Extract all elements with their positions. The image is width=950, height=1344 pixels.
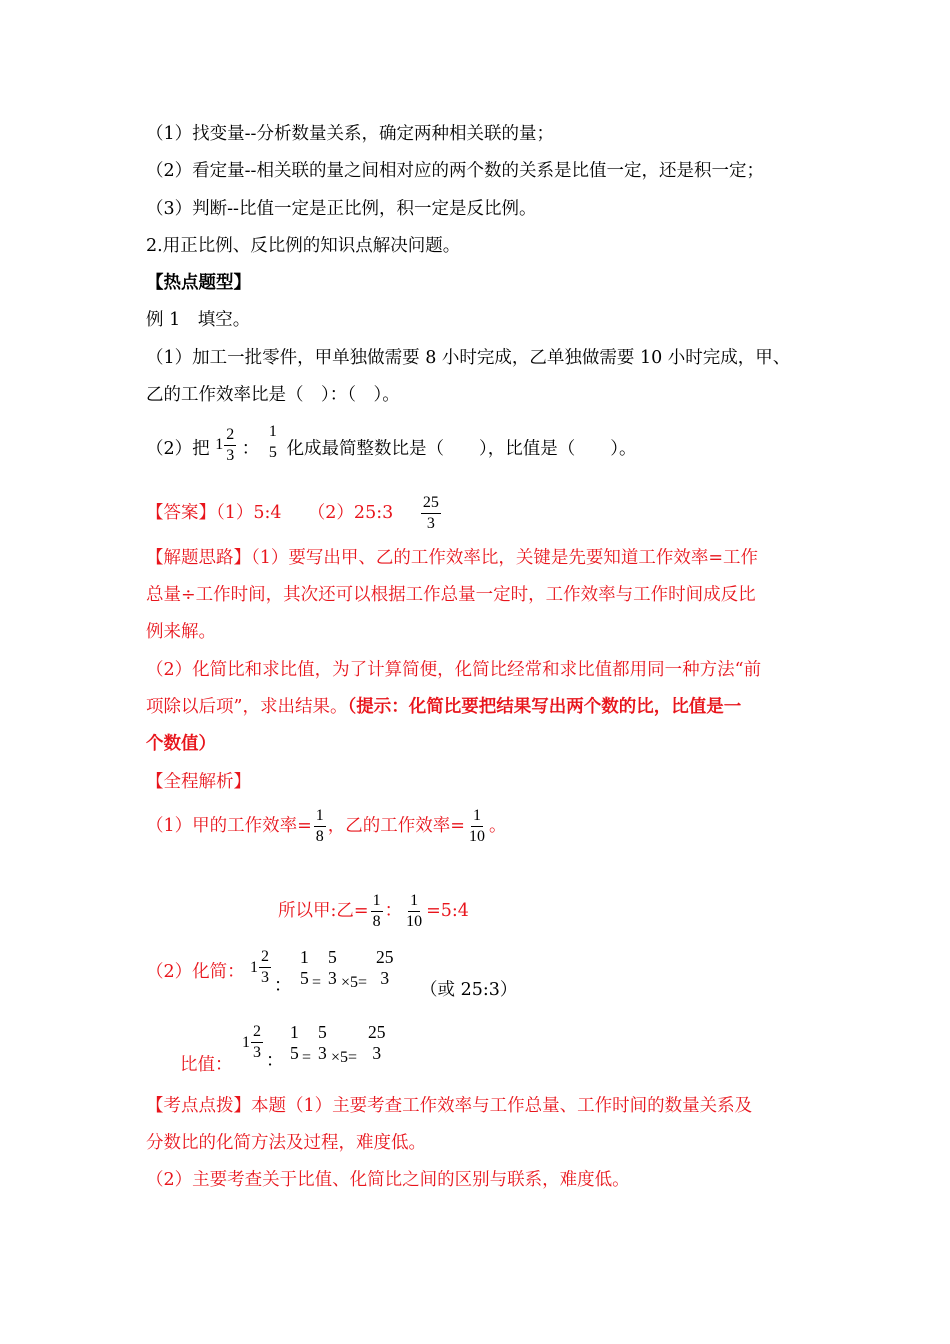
analysis-line-2: 所以甲:乙= $\frac{1}{8}$ ： $\frac{1}{10}$ =5:4 xyxy=(278,892,469,930)
fraction: $\frac{1}{8}$ xyxy=(315,807,324,845)
simplify-label: （2）化简： xyxy=(146,962,245,982)
ratio-colon: ： xyxy=(241,439,260,459)
analysis-line-1: （1）甲的工作效率= $\frac{1}{8}$ ，乙的工作效率= $\frac{1}{10}$ 。 xyxy=(146,807,507,845)
key-points-line-3: （2）主要考查关于比值、化简比之间的区别与联系，难度低。 xyxy=(146,1170,630,1190)
fraction: 1 5 xyxy=(268,423,277,461)
answer-label: 【答案】 xyxy=(146,503,216,523)
approach-line-2: 总量÷工作时间，其次还可以根据工作总量一定时，工作效率与工作时间成反比 xyxy=(146,585,756,605)
answer-fraction: $\frac{25}{3}$ xyxy=(422,494,439,532)
step-2: （2）看定量--相关联的量之间相对应的两个数的关系是比值一定，还是积一定； xyxy=(146,161,764,181)
ratio-colon: ： xyxy=(266,1051,284,1071)
hot-topic-title: 【热点题型】 xyxy=(146,273,251,293)
mixed-number: 1 $\frac{2}{3}$ xyxy=(215,425,235,464)
ratio-colon: ： xyxy=(274,976,292,996)
fraction: 1 5 xyxy=(290,1022,299,1063)
question-2-prefix: （2）把 xyxy=(146,439,210,459)
ratio-value-label: 比值： xyxy=(180,1055,233,1075)
answer-text: （1）5:4 （2）25:3 xyxy=(216,503,394,523)
fraction: 25 3 xyxy=(376,947,394,988)
simplify-line xyxy=(146,948,706,998)
step-1: （1）找变量--分析数量关系，确定两种相关联的量； xyxy=(146,124,554,144)
example-title: 例 1 填空。 xyxy=(146,310,251,330)
times-five: ×5= xyxy=(341,974,368,991)
question-1-line-1: （1）加工一批零件，甲单独做需要 8 小时完成，乙单独做需要 10 小时完成，甲、 xyxy=(146,348,791,368)
approach-line-4: （2）化简比和求比值，为了计算简便，化简比经常和求比值都用同一种方法“前 xyxy=(146,660,762,680)
equals-sign: = xyxy=(312,974,322,991)
fraction: $\frac{1}{8}$ xyxy=(372,892,381,930)
step-3: （3）判断--比值一定是正比例，积一定是反比例。 xyxy=(146,199,537,219)
question-2 xyxy=(146,423,637,477)
question-1-line-2: 乙的工作效率比是（ ）：（ ）。 xyxy=(146,385,400,405)
key-points-line-2: 分数比的化简方法及过程，难度低。 xyxy=(146,1133,426,1153)
approach-line-1: 【解题思路】（1）要写出甲、乙的工作效率比，关键是先要知道工作效率=工作 xyxy=(146,548,759,568)
key-points-line-1: 【考点点拨】本题（1）主要考查工作效率与工作总量、工作时间的数量关系及 xyxy=(146,1096,753,1116)
question-2-suffix: 化成最简整数比是（ ），比值是（ ）。 xyxy=(286,439,637,459)
fraction: 5 3 xyxy=(328,947,337,988)
equals-sign: = xyxy=(302,1049,312,1066)
approach-line-5: 项除以后项”，求出结果。（提示：化简比要把结果写出两个数的比，比值是一 xyxy=(146,697,742,717)
approach-line-6: 个数值） xyxy=(146,734,216,754)
fraction: $\frac{1}{10}$ xyxy=(406,892,423,930)
times-five: ×5= xyxy=(331,1049,358,1066)
point-2: 2.用正比例、反比例的知识点解决问题。 xyxy=(146,236,461,256)
analysis-title: 【全程解析】 xyxy=(146,772,251,792)
fraction: 25 3 xyxy=(368,1022,386,1063)
approach-line-3: 例来解。 xyxy=(146,622,216,642)
answer xyxy=(146,490,443,536)
alt-ratio-note: （或 25:3） xyxy=(420,980,518,1000)
fraction: 5 3 xyxy=(318,1022,327,1063)
fraction: $\frac{1}{10}$ xyxy=(468,807,485,845)
mixed-number: 1 $\frac{2}{3}$ xyxy=(242,1023,261,1061)
mixed-number: 1 $\frac{2}{3}$ xyxy=(250,948,269,986)
fraction: 1 5 xyxy=(300,947,309,988)
ratio-value-line xyxy=(180,1023,440,1073)
